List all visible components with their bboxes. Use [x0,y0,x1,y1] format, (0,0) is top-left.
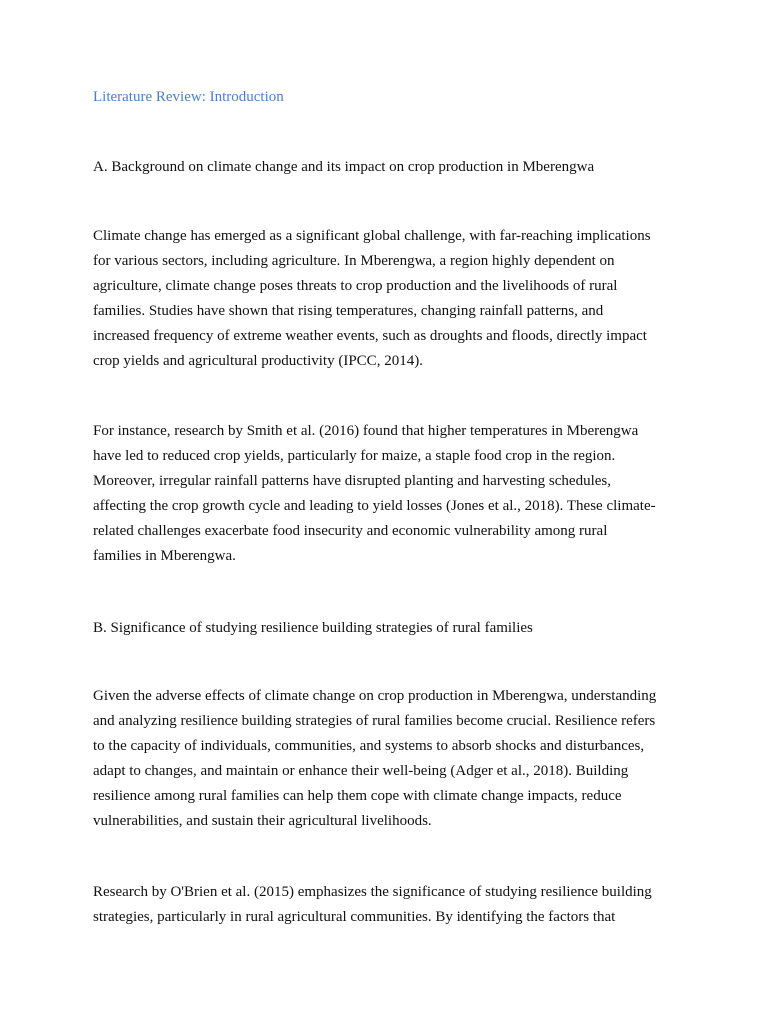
paragraph-line: have led to reduced crop yields, particularly for maize, a staple food crop in the region. [93,448,616,464]
section-b-heading: B. Significance of studying resilience building strategies of rural families [93,620,533,636]
paragraph-line: For instance, research by Smith et al. (2016) found that higher temperatures in Mberengwa [93,423,639,439]
paragraph-line: increased frequency of extreme weather events, such as droughts and floods, directly impact [93,328,647,344]
paragraph-resilience-significance [93,684,693,834]
paragraph-line: crop yields and agricultural productivity (IPCC, 2014). [93,353,423,369]
paragraph-line: adapt to changes, and maintain or enhance their well-being (Adger et al., 2018). Building [93,763,629,779]
paragraph-obrien-research [93,880,693,930]
paragraph-line: families. Studies have shown that rising temperatures, changing rainfall patterns, and [93,303,604,319]
paragraph-line: agriculture, climate change poses threats to crop production and the livelihoods of rural [93,278,618,294]
paragraph-line: Given the adverse effects of climate change on crop production in Mberengwa, understanding [93,688,657,704]
paragraph-line: Moreover, irregular rainfall patterns have disrupted planting and harvesting schedules, [93,473,611,489]
paragraph-line: vulnerabilities, and sustain their agricultural livelihoods. [93,813,432,829]
section-a-heading: A. Background on climate change and its impact on crop production in Mberengwa [93,159,595,175]
paragraph-smith-research [93,419,693,569]
paragraph-line: to the capacity of individuals, communities, and systems to absorb shocks and disturbances, [93,738,645,754]
paragraph-line: affecting the crop growth cycle and leading to yield losses (Jones et al., 2018). These climate- [93,498,656,514]
paragraph-line: strategies, particularly in rural agricultural communities. By identifying the factors that [93,909,616,925]
paragraph-line: for various sectors, including agriculture. In Mberengwa, a region highly dependent on [93,253,615,269]
paragraph-line: families in Mberengwa. [93,548,236,564]
paragraph-line: Climate change has emerged as a significant global challenge, with far-reaching implications [93,228,651,244]
paragraph-line: Research by O'Brien et al. (2015) emphasizes the significance of studying resilience building [93,884,652,900]
document-title: Literature Review: Introduction [93,89,284,105]
paragraph-line: and analyzing resilience building strategies of rural families become crucial. Resilience refers [93,713,656,729]
paragraph-climate-change-background [93,224,693,374]
paragraph-line: related challenges exacerbate food insecurity and economic vulnerability among rural [93,523,608,539]
paragraph-line: resilience among rural families can help them cope with climate change impacts, reduce [93,788,622,804]
